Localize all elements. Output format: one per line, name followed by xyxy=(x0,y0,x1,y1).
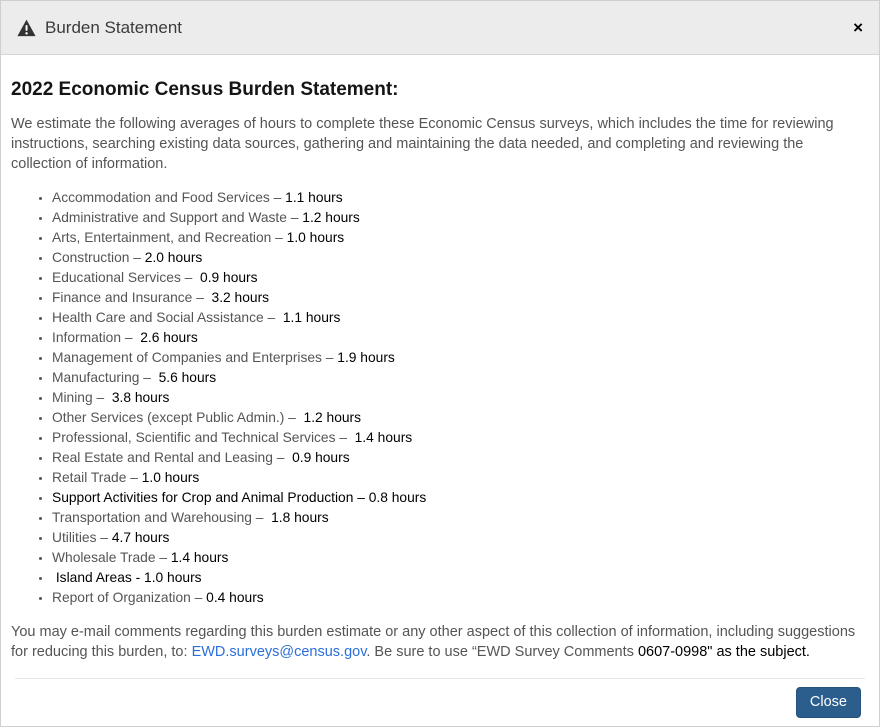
list-item xyxy=(52,348,867,368)
list-item xyxy=(52,368,867,388)
industry-label: Information – xyxy=(52,330,141,345)
list-item xyxy=(52,428,867,448)
dialog-body xyxy=(1,55,879,662)
industry-label: Utilities – xyxy=(52,530,112,545)
industry-label: Island Areas - xyxy=(52,570,145,585)
industry-label: Transportation and Warehousing – xyxy=(52,510,272,525)
list-item xyxy=(52,388,867,408)
warning-triangle-icon xyxy=(17,19,36,37)
hours-value: 1.0 hours xyxy=(286,230,345,245)
hours-value: 1.9 hours xyxy=(337,350,395,365)
hours-value: 0.9 hours xyxy=(200,270,258,285)
industry-label: Support Activities for Crop and Animal Production – xyxy=(52,490,369,505)
hours-value: 1.8 hours xyxy=(271,510,329,525)
industry-label: Arts, Entertainment, and Recreation – xyxy=(52,230,287,245)
hours-value: 1.4 hours xyxy=(354,430,413,445)
industry-label: Retail Trade – xyxy=(52,470,142,485)
list-item xyxy=(52,508,867,528)
industry-label: Construction – xyxy=(52,250,145,265)
list-item xyxy=(52,248,867,268)
hours-value: 2.0 hours xyxy=(144,250,203,265)
hours-value: 1.2 hours xyxy=(303,410,362,425)
hours-value: 1.1 hours xyxy=(282,310,341,325)
hours-value: 1.1 hours xyxy=(285,190,343,205)
hours-value: 0.9 hours xyxy=(292,450,350,465)
intro-paragraph: We estimate the following averages of hours to complete these Economic Census surveys, which includes the time for reviewing instructions, searching existing data sources, gathering and maintaining the data needed, and completing and reviewing the collection of information. xyxy=(11,116,838,172)
list-item xyxy=(52,328,867,348)
comments-text-after-link: . Be sure to use “EWD Survey Comments xyxy=(366,644,638,660)
hours-value: 4.7 hours xyxy=(111,530,170,545)
industry-label: Finance and Insurance – xyxy=(52,290,212,305)
dialog-title: Burden Statement xyxy=(45,17,183,37)
list-item xyxy=(52,188,867,208)
burden-list xyxy=(11,188,867,608)
list-item xyxy=(52,448,867,468)
list-item xyxy=(52,548,867,568)
hours-value: 3.2 hours xyxy=(211,290,270,305)
comments-paragraph xyxy=(11,622,867,662)
industry-label: Management of Companies and Enterprises – xyxy=(52,350,338,365)
industry-label: Mining – xyxy=(52,390,112,405)
industry-label: Manufacturing – xyxy=(52,370,159,385)
hours-value: 3.8 hours xyxy=(111,390,170,405)
hours-value: 2.6 hours xyxy=(140,330,198,345)
industry-label: Professional, Scientific and Technical Services – xyxy=(52,430,355,445)
hours-value: 5.6 hours xyxy=(158,370,217,385)
hours-value: 1.0 hours xyxy=(141,470,200,485)
hours-value: 1.4 hours xyxy=(170,550,229,565)
email-link[interactable]: EWD.surveys@census.gov xyxy=(191,644,367,660)
hours-value: 0.4 hours xyxy=(206,590,264,605)
list-item xyxy=(52,568,867,588)
list-item xyxy=(52,208,867,228)
dialog-header xyxy=(1,1,879,55)
hours-value: 1.0 hours xyxy=(144,570,202,585)
industry-label: Accommodation and Food Services – xyxy=(52,190,286,205)
list-item xyxy=(52,588,867,608)
list-item xyxy=(52,288,867,308)
comments-text-before-link: You may e-mail comments regarding this burden estimate or any other aspect of this collection of information, including suggestions for reducing this burden, to: xyxy=(11,624,860,660)
close-icon[interactable]: × xyxy=(853,18,863,37)
close-button[interactable]: Close xyxy=(796,687,861,718)
list-item xyxy=(52,228,867,248)
list-item xyxy=(52,268,867,288)
list-item xyxy=(52,468,867,488)
industry-label: Health Care and Social Assistance – xyxy=(52,310,283,325)
dialog-footer xyxy=(1,679,879,718)
list-item xyxy=(52,528,867,548)
industry-label: Wholesale Trade – xyxy=(52,550,171,565)
industry-label: Real Estate and Rental and Leasing – xyxy=(52,450,293,465)
industry-label: Report of Organization – xyxy=(52,590,207,605)
comments-text-subject: 0607-0998" as the subject. xyxy=(637,644,810,660)
industry-label: Other Services (except Public Admin.) – xyxy=(52,410,304,425)
list-item xyxy=(52,408,867,428)
hours-value: 0.8 hours xyxy=(368,490,427,505)
hours-value: 1.2 hours xyxy=(302,210,360,225)
page-title: 2022 Economic Census Burden Statement: xyxy=(11,79,399,100)
industry-label: Educational Services – xyxy=(52,270,201,285)
list-item xyxy=(52,488,867,508)
industry-label: Administrative and Support and Waste – xyxy=(52,210,303,225)
list-item xyxy=(52,308,867,328)
